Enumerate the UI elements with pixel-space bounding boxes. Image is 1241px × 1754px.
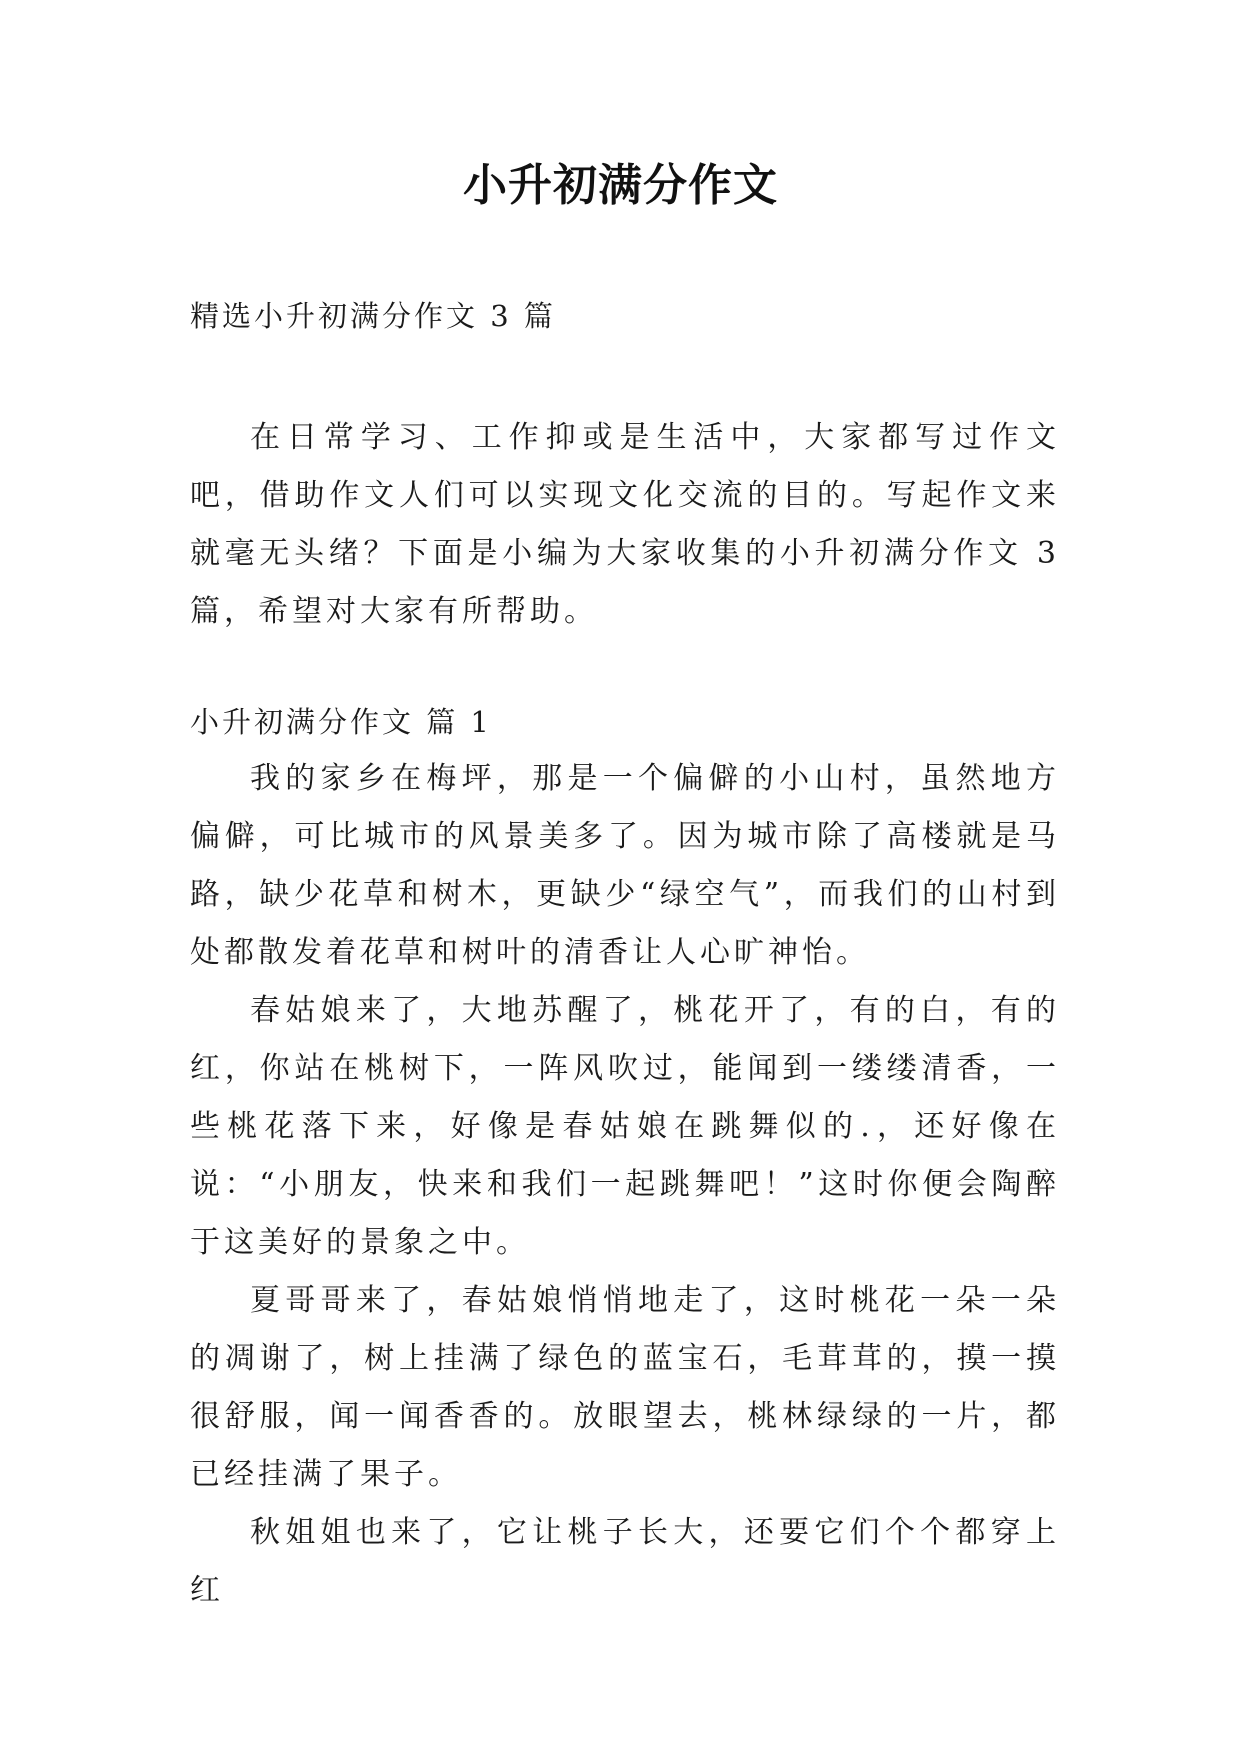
intro-block (190, 409, 1060, 641)
essay-paragraph: 秋姐姐也来了，它让桃子长大，还要它们个个都穿上红 (190, 1515, 1060, 1608)
essay-body (190, 750, 1060, 1620)
essay-paragraph: 夏哥哥来了，春姑娘悄悄地走了，这时桃花一朵一朵的凋谢了，树上挂满了绿色的蓝宝石，毛茸茸的，摸一摸很舒服，闻一闻香香的。放眼望去，桃林绿绿的一片，都已经挂满了果子。 (190, 1283, 1060, 1492)
essay-paragraph: 春姑娘来了，大地苏醒了，桃花开了，有的白，有的红，你站在桃树下，一阵风吹过，能闻到一缕缕清香，一些桃花落下来，好像是春姑娘在跳舞似的.，还好像在说：“小朋友，快来和我们一起跳舞吧！”这时你便会陶醉于这美好的景象之中。 (190, 993, 1060, 1260)
intro-paragraph: 在日常学习、工作抑或是生活中，大家都写过作文吧，借助作文人们可以实现文化交流的目的。写起作文来就毫无头绪？下面是小编为大家收集的小升初满分作文 3 篇，希望对大家有所帮助。 (190, 420, 1060, 629)
essay-paragraph: 我的家乡在梅坪，那是一个偏僻的小山村，虽然地方偏僻，可比城市的风景美多了。因为城市除了高楼就是马路，缺少花草和树木，更缺少“绿空气”，而我们的山村到处都散发着花草和树叶的清香让人心旷神怡。 (190, 761, 1060, 970)
section-title: 小升初满分作文 篇 1 (190, 705, 492, 739)
document-subtitle: 精选小升初满分作文 3 篇 (190, 299, 556, 333)
document-title: 小升初满分作文 (463, 160, 778, 211)
